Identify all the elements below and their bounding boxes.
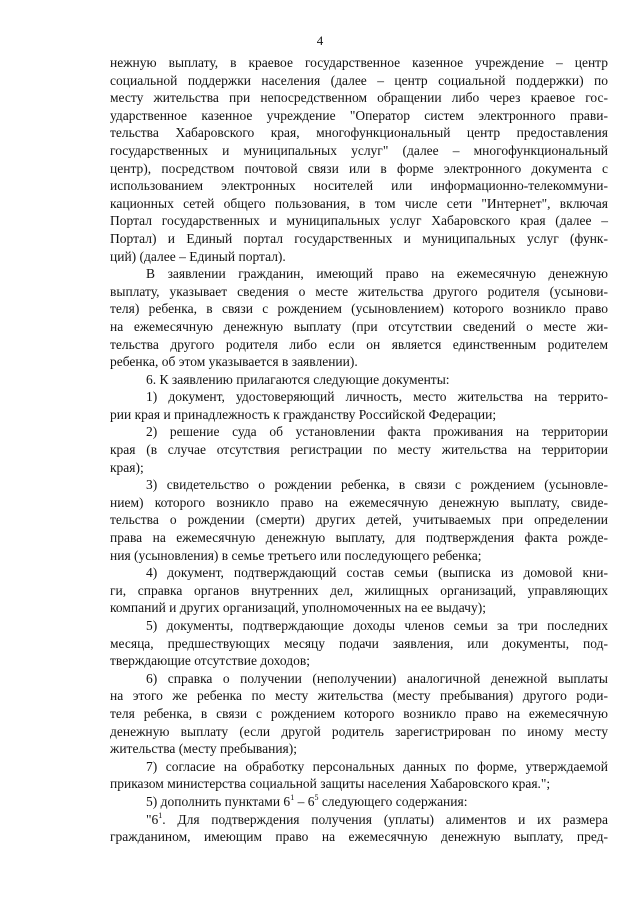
- paragraph-5-line-4: ния (усыновления) в семье третьего или последующего ребенка;: [110, 547, 482, 563]
- item-add-line: 5) дополнить пунктами $6^1 - 6^5$ следующего содержания:: [146, 792, 468, 809]
- paragraph-8-line-1: на этого же ребенка по месту жительства (месту пребывания) другого роди-: [110, 688, 608, 704]
- paragraph-5-line-1: нием) которого возникло право на ежемесячную денежную выплату, свиде-: [110, 494, 608, 510]
- paragraph-0-line-11: ций) (далее – Единый портал).: [110, 248, 286, 264]
- paragraph-3-line-1: рии края и принадлежность к гражданству Российской Федерации;: [110, 406, 497, 422]
- paragraph-8-line-0: 6) справка о получении (неполучении) аналогичной денежной выплаты: [146, 670, 608, 686]
- paragraph-1-line-4: тельства другого родителя либо если он является единственным родителем: [110, 336, 608, 352]
- paragraph-0-line-0: нежную выплату, в краевое государственное казенное учреждение – центр: [110, 55, 608, 70]
- paragraph-5-line-3: права на ежемесячную денежную выплату, для подтверждения факта рожде-: [110, 530, 608, 546]
- new-point-last-line: гражданином, имеющим право на ежемесячную денежную выплату, пред-: [110, 829, 608, 845]
- paragraph-4-line-2: края);: [110, 459, 144, 475]
- paragraph-5-line-0: 3) свидетельство о рождении ребенка, в связи с рождением (усыновле-: [146, 477, 608, 493]
- paragraph-0-line-8: кационных сетей общего пользования, в том числе сети "Интернет", включая: [110, 195, 608, 211]
- page-number: 4: [316, 33, 324, 48]
- paragraph-8-line-3: денежную выплату (если другой родитель зарегистрирован по иному месту: [110, 723, 608, 739]
- paragraph-2-line-0: 6. К заявлению прилагаются следующие документы:: [146, 371, 450, 387]
- paragraph-6-line-2: компаний и других организаций, уполномоченных на ее выдачу);: [110, 600, 486, 616]
- paragraph-9-line-0: 7) согласие на обработку персональных данных по форме, утверждаемой: [146, 758, 608, 774]
- new-point-first-line: "$6^1$. Для подтверждения получения (уплаты) алиментов и их размера: [146, 810, 608, 827]
- paragraph-9-line-1: приказом министерства социальной защиты населения Хабаровского края.";: [110, 776, 551, 792]
- paragraph-0-line-7: использованием электронных носителей или информационно-телекоммуни-: [110, 178, 608, 194]
- paragraph-7-line-1: месяца, предшествующих месяцу подачи заявления, или документы, под-: [110, 635, 608, 651]
- paragraph-0-line-4: тельства Хабаровского края, многофункциональный центр предоставления: [110, 125, 608, 141]
- document-body: [110, 54, 608, 846]
- paragraph-1-line-0: В заявлении гражданин, имеющий право на ежемесячную денежную: [146, 266, 608, 282]
- paragraph-0-line-3: ударственное казенное учреждение "Оператор систем электронного прави-: [110, 107, 608, 123]
- paragraph-8-line-4: жительства (месту пребывания);: [110, 741, 297, 757]
- paragraph-0-line-6: центр), посредством почтовой связи или в форме электронного документа с: [110, 160, 608, 176]
- paragraph-1-line-1: выплату, указывает сведения о месте жительства другого родителя (усынови-: [110, 283, 608, 299]
- paragraph-0-line-9: Портал государственных и муниципальных услуг Хабаровского края (далее –: [110, 213, 608, 229]
- paragraph-1-line-3: на ежемесячную денежную выплату (при отсутствии сведений о месте жи-: [110, 318, 608, 334]
- paragraph-7-line-2: тверждающие отсутствие доходов;: [110, 653, 310, 669]
- paragraph-7-line-0: 5) документы, подтверждающие доходы членов семьи за три последних: [146, 618, 608, 633]
- paragraph-4-line-1: края (в случае отсутствия регистрации по месту жительства на территории: [110, 442, 608, 458]
- paragraph-4-line-0: 2) решение суда об установлении факта проживания на территории: [146, 424, 608, 440]
- paragraph-0-line-2: месту жительства при непосредственном обращении либо через краевое гос-: [110, 90, 608, 106]
- paragraph-0-line-5: государственных и муниципальных услуг" (далее – многофункциональный: [110, 142, 608, 158]
- paragraph-3-line-0: 1) документ, удостоверяющий личность, место жительства на террито-: [146, 389, 608, 405]
- paragraph-8-line-2: теля ребенка, в связи с рождением которого возникло право на ежемесячную: [110, 705, 608, 721]
- paragraph-1-line-2: теля) ребенка, в связи с рождением (усыновлением) которого возникло право: [110, 301, 608, 317]
- paragraph-6-line-1: ги, справка органов внутренних дел, жилищных организаций, управляющих: [110, 582, 608, 598]
- paragraph-6-line-0: 4) документ, подтверждающий состав семьи (выписка из домовой кни-: [146, 565, 608, 581]
- paragraph-0-line-1: социальной поддержки населения (далее – центр социальной поддержки) по: [110, 72, 608, 88]
- paragraph-1-line-5: ребенка, об этом указывается в заявлении).: [110, 354, 358, 370]
- paragraph-5-line-2: тельства о рождении (смерти) других детей, учитываемых при определении: [110, 512, 608, 528]
- paragraph-0-line-10: Портал) и Единый портал государственных и муниципальных услуг (функ-: [110, 230, 608, 246]
